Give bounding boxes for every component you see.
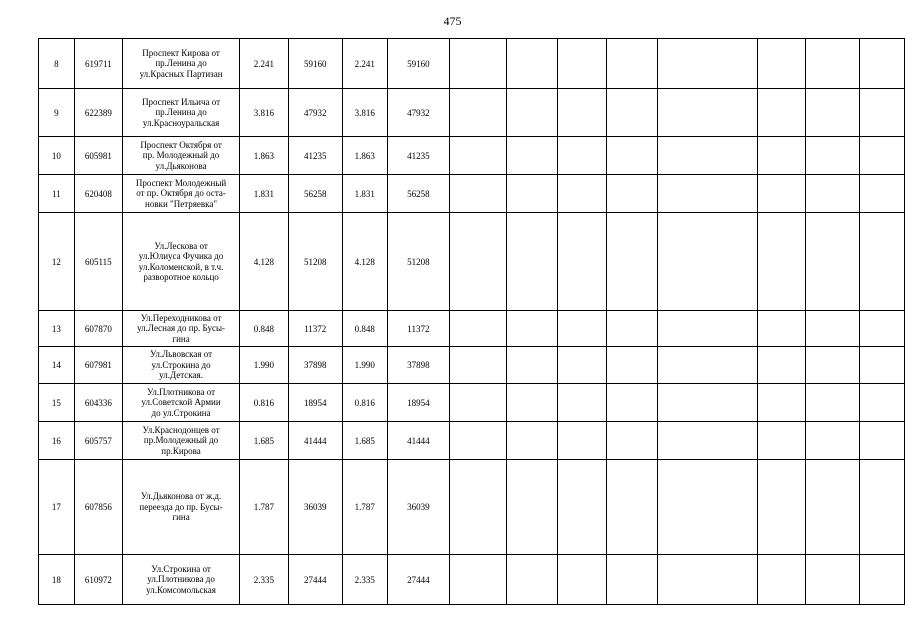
road-length-2: 3.816 [342, 89, 387, 137]
road-name: Ул.Переходникова от ул.Лесная до пр. Бусы- гина [122, 311, 239, 347]
empty-cell [806, 213, 860, 311]
table-row [39, 137, 905, 175]
road-length-2: 1.685 [342, 422, 387, 460]
road-area-2: 41235 [387, 137, 449, 175]
empty-cell [757, 311, 805, 347]
empty-cell [507, 137, 557, 175]
road-length: 2.335 [240, 555, 289, 605]
empty-cell [557, 347, 606, 384]
road-length-2: 2.335 [342, 555, 387, 605]
road-length-2: 1.787 [342, 460, 387, 555]
road-length: 4.128 [240, 213, 289, 311]
road-code: 607856 [74, 460, 122, 555]
empty-cell [606, 213, 657, 311]
empty-cell [658, 422, 758, 460]
road-area-2: 47932 [387, 89, 449, 137]
empty-cell [806, 311, 860, 347]
empty-cell [806, 347, 860, 384]
road-code: 607981 [74, 347, 122, 384]
road-area: 41235 [288, 137, 342, 175]
empty-cell [860, 39, 905, 89]
road-code: 607870 [74, 311, 122, 347]
empty-cell [860, 89, 905, 137]
road-length: 1.831 [240, 175, 289, 213]
row-number: 18 [39, 555, 75, 605]
empty-cell [757, 39, 805, 89]
roads-table [38, 38, 905, 605]
empty-cell [507, 555, 557, 605]
empty-cell [806, 137, 860, 175]
empty-cell [860, 347, 905, 384]
road-length: 1.990 [240, 347, 289, 384]
empty-cell [557, 39, 606, 89]
table-row [39, 89, 905, 137]
road-name: Ул.Строкина от ул.Плотникова до ул.Комсомольская [122, 555, 239, 605]
empty-cell [860, 384, 905, 422]
empty-cell [860, 311, 905, 347]
empty-cell [606, 311, 657, 347]
road-length: 0.848 [240, 311, 289, 347]
road-length-2: 0.848 [342, 311, 387, 347]
empty-cell [757, 347, 805, 384]
empty-cell [757, 422, 805, 460]
road-name: Проспект Кирова от пр.Ленина до ул.Красных Партизан [122, 39, 239, 89]
road-code: 605115 [74, 213, 122, 311]
road-area: 59160 [288, 39, 342, 89]
row-number: 14 [39, 347, 75, 384]
empty-cell [606, 39, 657, 89]
empty-cell [806, 422, 860, 460]
empty-cell [806, 555, 860, 605]
empty-cell [606, 422, 657, 460]
row-number: 10 [39, 137, 75, 175]
road-length: 1.685 [240, 422, 289, 460]
empty-cell [450, 555, 507, 605]
road-length-2: 4.128 [342, 213, 387, 311]
road-area-2: 27444 [387, 555, 449, 605]
road-area: 56258 [288, 175, 342, 213]
empty-cell [606, 555, 657, 605]
road-code: 605981 [74, 137, 122, 175]
road-length: 2.241 [240, 39, 289, 89]
empty-cell [658, 89, 758, 137]
empty-cell [450, 460, 507, 555]
empty-cell [557, 137, 606, 175]
road-area: 18954 [288, 384, 342, 422]
road-area: 41444 [288, 422, 342, 460]
table-row [39, 347, 905, 384]
empty-cell [606, 384, 657, 422]
table-row [39, 175, 905, 213]
empty-cell [557, 555, 606, 605]
row-number: 15 [39, 384, 75, 422]
row-number: 11 [39, 175, 75, 213]
empty-cell [806, 460, 860, 555]
empty-cell [806, 89, 860, 137]
empty-cell [450, 137, 507, 175]
empty-cell [658, 137, 758, 175]
road-code: 622389 [74, 89, 122, 137]
empty-cell [507, 384, 557, 422]
table-row [39, 39, 905, 89]
empty-cell [658, 555, 758, 605]
empty-cell [450, 89, 507, 137]
empty-cell [757, 213, 805, 311]
road-code: 619711 [74, 39, 122, 89]
road-code: 604336 [74, 384, 122, 422]
empty-cell [450, 422, 507, 460]
road-area: 36039 [288, 460, 342, 555]
road-area-2: 51208 [387, 213, 449, 311]
road-length-2: 1.863 [342, 137, 387, 175]
row-number: 13 [39, 311, 75, 347]
table-row [39, 384, 905, 422]
road-area-2: 37898 [387, 347, 449, 384]
road-length: 1.787 [240, 460, 289, 555]
empty-cell [606, 137, 657, 175]
road-area-2: 36039 [387, 460, 449, 555]
empty-cell [757, 460, 805, 555]
empty-cell [860, 175, 905, 213]
empty-cell [860, 460, 905, 555]
empty-cell [658, 213, 758, 311]
empty-cell [507, 347, 557, 384]
empty-cell [450, 213, 507, 311]
empty-cell [606, 89, 657, 137]
empty-cell [860, 137, 905, 175]
empty-cell [860, 213, 905, 311]
empty-cell [757, 175, 805, 213]
road-name: Ул.Лескова от ул.Юлиуса Фучика до ул.Коломенской, в т.ч. разворотное кольцо [122, 213, 239, 311]
row-number: 8 [39, 39, 75, 89]
empty-cell [757, 89, 805, 137]
empty-cell [507, 311, 557, 347]
road-area-2: 41444 [387, 422, 449, 460]
empty-cell [658, 347, 758, 384]
road-area-2: 59160 [387, 39, 449, 89]
road-code: 610972 [74, 555, 122, 605]
row-number: 9 [39, 89, 75, 137]
road-area: 37898 [288, 347, 342, 384]
empty-cell [806, 384, 860, 422]
table-body [39, 39, 905, 605]
empty-cell [658, 384, 758, 422]
empty-cell [806, 175, 860, 213]
road-name: Ул.Краснодонцев от пр.Молодежный до пр.Кирова [122, 422, 239, 460]
empty-cell [557, 422, 606, 460]
road-length: 3.816 [240, 89, 289, 137]
empty-cell [507, 460, 557, 555]
empty-cell [658, 39, 758, 89]
road-area-2: 18954 [387, 384, 449, 422]
empty-cell [757, 137, 805, 175]
empty-cell [507, 175, 557, 213]
road-name: Проспект Ильича от пр.Ленина до ул.Красноуральская [122, 89, 239, 137]
empty-cell [606, 460, 657, 555]
empty-cell [450, 347, 507, 384]
empty-cell [658, 175, 758, 213]
empty-cell [507, 213, 557, 311]
empty-cell [557, 311, 606, 347]
road-name: Ул.Плотникова от ул.Советской Армии до ул.Строкина [122, 384, 239, 422]
road-area-2: 11372 [387, 311, 449, 347]
empty-cell [606, 175, 657, 213]
road-area-2: 56258 [387, 175, 449, 213]
empty-cell [450, 39, 507, 89]
empty-cell [860, 422, 905, 460]
road-code: 605757 [74, 422, 122, 460]
empty-cell [757, 555, 805, 605]
road-area: 51208 [288, 213, 342, 311]
road-length: 0.816 [240, 384, 289, 422]
empty-cell [606, 347, 657, 384]
table-row [39, 213, 905, 311]
road-code: 620408 [74, 175, 122, 213]
empty-cell [507, 89, 557, 137]
table-row [39, 555, 905, 605]
road-area: 27444 [288, 555, 342, 605]
empty-cell [806, 39, 860, 89]
road-area: 11372 [288, 311, 342, 347]
road-length-2: 1.831 [342, 175, 387, 213]
empty-cell [557, 384, 606, 422]
road-name: Проспект Молодежный от пр. Октября до оста- новки "Петряевка" [122, 175, 239, 213]
road-name: Ул.Дьяконова от ж.д. переезда до пр. Бусы- гина [122, 460, 239, 555]
row-number: 12 [39, 213, 75, 311]
road-length: 1.863 [240, 137, 289, 175]
empty-cell [507, 39, 557, 89]
road-area: 47932 [288, 89, 342, 137]
empty-cell [450, 384, 507, 422]
table-row [39, 422, 905, 460]
row-number: 17 [39, 460, 75, 555]
row-number: 16 [39, 422, 75, 460]
road-length-2: 1.990 [342, 347, 387, 384]
table-row [39, 460, 905, 555]
empty-cell [658, 311, 758, 347]
empty-cell [658, 460, 758, 555]
empty-cell [557, 460, 606, 555]
table-row [39, 311, 905, 347]
road-name: Ул.Львовская от ул.Строкина до ул.Детская. [122, 347, 239, 384]
empty-cell [507, 422, 557, 460]
road-length-2: 0.816 [342, 384, 387, 422]
page-number: 475 [443, 14, 462, 28]
road-name: Проспект Октября от пр. Молодежный до ул.Дьяконова [122, 137, 239, 175]
empty-cell [860, 555, 905, 605]
empty-cell [557, 213, 606, 311]
empty-cell [557, 89, 606, 137]
empty-cell [450, 311, 507, 347]
empty-cell [557, 175, 606, 213]
road-length-2: 2.241 [342, 39, 387, 89]
empty-cell [757, 384, 805, 422]
empty-cell [450, 175, 507, 213]
